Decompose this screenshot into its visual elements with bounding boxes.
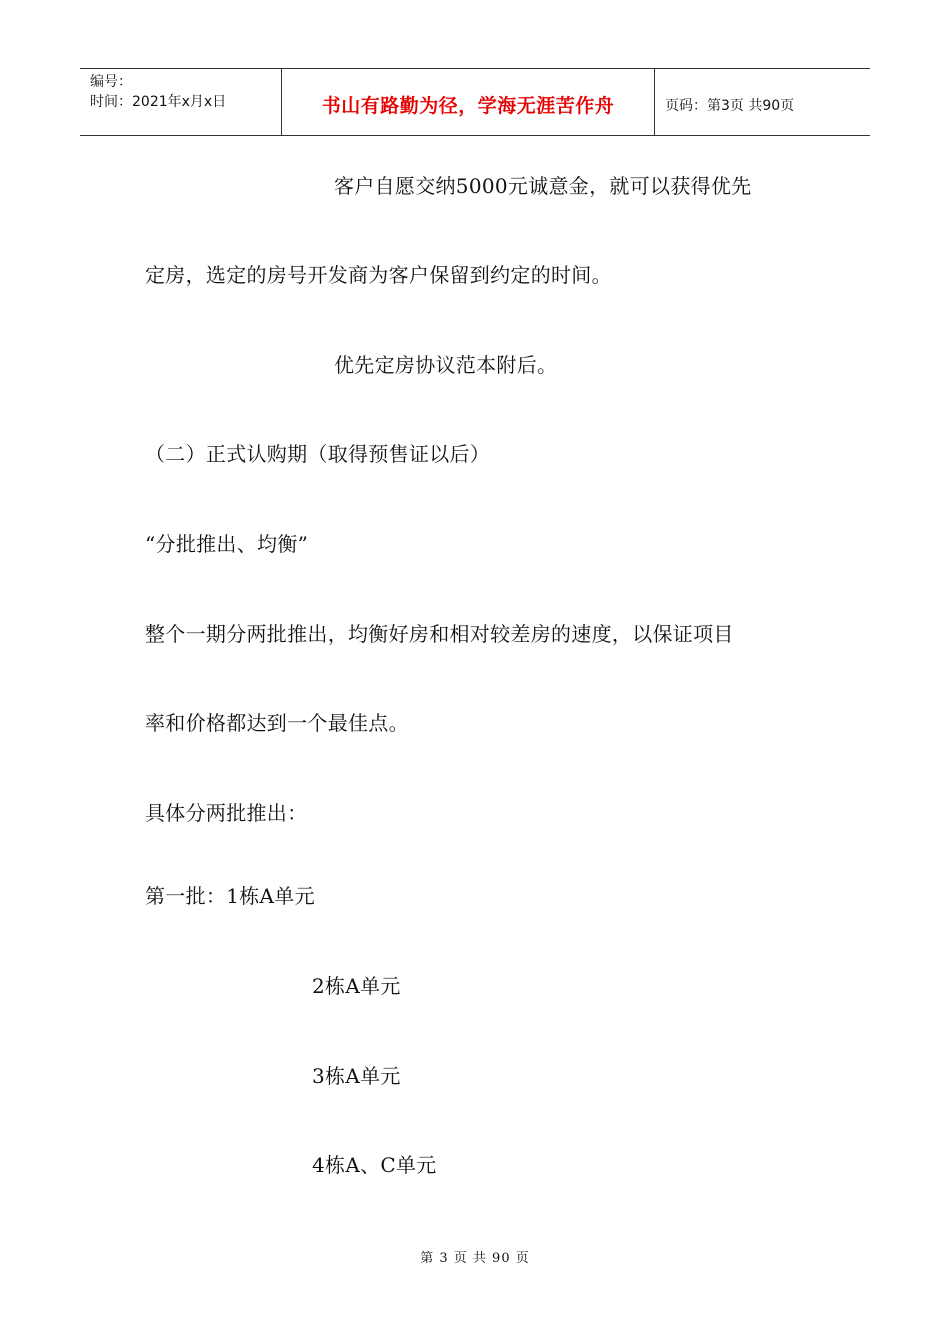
body-line-8: 具体分两批推出： (145, 801, 308, 825)
header-meta-cell (80, 69, 282, 135)
header-page-cell (655, 69, 870, 135)
body-line-1: 客户自愿交纳5000元诚意金，就可以获得优先 (334, 174, 752, 198)
header-motto: 书山有路勤为径，学海无涯苦作舟 (321, 95, 615, 117)
page-header (80, 68, 870, 136)
batch-list-item: 3栋A单元 (312, 1064, 401, 1088)
section-heading: （二）正式认购期（取得预售证以后） (145, 442, 491, 466)
page-footer: 第 3 页 共 90 页 (420, 1251, 530, 1266)
body-line-3: 优先定房协议范本附后。 (334, 353, 558, 377)
batch-list-item: 第一批：1栋A单元 (145, 884, 315, 908)
body-line-6: 整个一期分两批推出，均衡好房和相对较差房的速度，以保证项目 (145, 622, 734, 646)
batch-list-item: 2栋A单元 (312, 974, 401, 998)
body-line-7: 率和价格都达到一个最佳点。 (145, 711, 409, 735)
header-motto-cell (282, 69, 655, 135)
header-page-info: 页码：第3页 共90页 (665, 98, 795, 114)
batch-list-item: 4栋A、C单元 (312, 1153, 437, 1177)
document-date: 时间：2021年x月x日 (90, 94, 227, 110)
body-line-2: 定房，选定的房号开发商为客户保留到约定的时间。 (145, 263, 612, 287)
strategy-title: “分批推出、均衡” (145, 532, 309, 556)
document-number-label: 编号： (90, 74, 132, 90)
